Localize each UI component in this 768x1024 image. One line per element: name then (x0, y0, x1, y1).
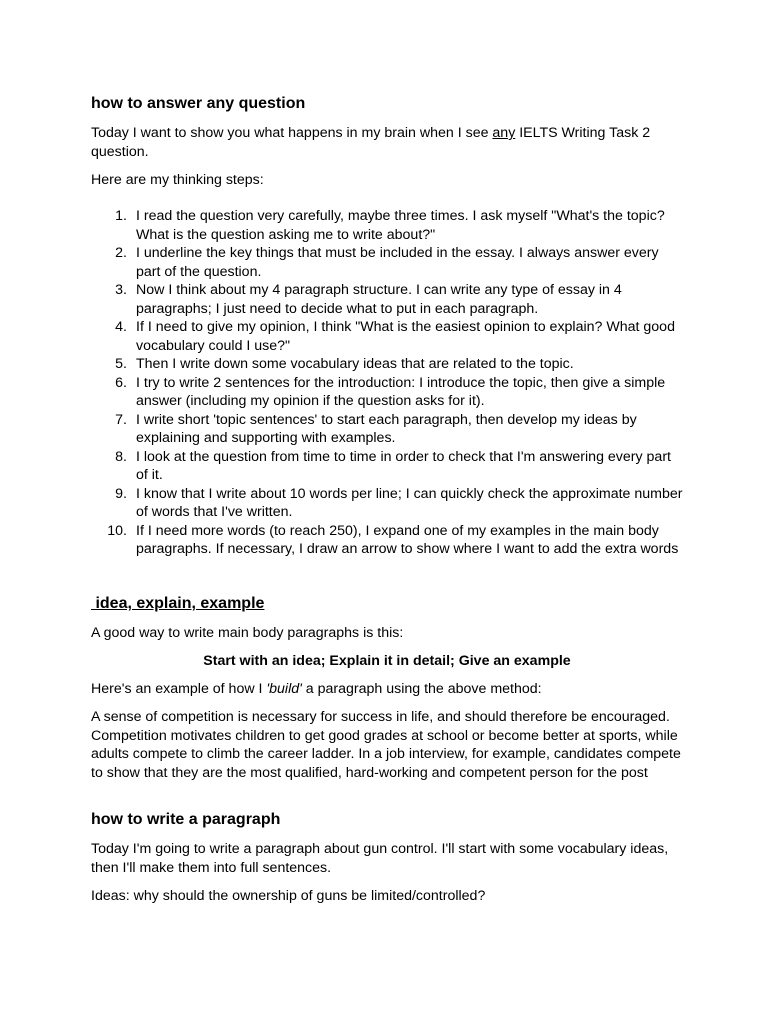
intro-text-after: IELTS Writing Task 2 question. (91, 125, 651, 160)
ideas-line: Ideas: why should the ownership of guns be limited/controlled? (91, 888, 486, 904)
list-item-text: I try to write 2 sentences for the introduction: I introduce the topic, then give a simple answer (including my opinion if the question asks for it). (136, 374, 666, 409)
list-item-number: 3. (115, 282, 127, 298)
list-item-text: If I need more words (to reach 250), I expand one of my examples in the main body paragraphs. If necessary, I draw an arrow to show where I want to add the extra words (136, 522, 679, 557)
list-item-number: 2. (115, 245, 127, 261)
list-item-text: I read the question very carefully, maybe three times. I ask myself "What's the topic? What is the question asking me to write about?" (136, 208, 665, 243)
list-item (91, 374, 683, 411)
method-intro: A good way to write main body paragraphs is this: (91, 625, 404, 641)
list-item-text: I know that I write about 10 words per line; I can quickly check the approximate number of words that I've written. (136, 485, 683, 520)
example-intro-before: Here's an example of how I (91, 681, 267, 697)
list-item (91, 207, 683, 244)
list-item-number: 5. (115, 356, 127, 372)
list-item-number: 1. (115, 208, 127, 224)
section-heading-answer: how to answer any question (91, 95, 306, 112)
list-item-number: 9. (115, 485, 127, 502)
list-item (91, 281, 683, 318)
intro-underlined-word: any (492, 125, 516, 141)
section-heading-write-paragraph: how to write a paragraph (91, 811, 281, 828)
list-item (91, 318, 683, 355)
list-item-text: I underline the key things that must be included in the essay. I always answer every part of the question. (136, 245, 659, 280)
example-intro (91, 680, 683, 699)
list-item (91, 244, 683, 281)
list-item-text: I write short 'topic sentences' to start each paragraph, then develop my ideas by explaining and supporting with examples. (136, 411, 637, 446)
example-intro-italic: 'build' (266, 681, 302, 697)
list-item-number: 7. (115, 411, 127, 428)
steps-intro: Here are my thinking steps: (91, 172, 264, 188)
list-item-number: 10. (107, 522, 127, 539)
list-item (91, 355, 683, 374)
list-item-number: 8. (115, 448, 127, 465)
list-item-text: I look at the question from time to time in order to check that I'm answering every part of it. (136, 448, 671, 483)
list-item (91, 411, 683, 448)
list-item-text: Then I write down some vocabulary ideas that are related to the topic. (136, 356, 574, 372)
thinking-steps-list (91, 207, 683, 559)
list-item (91, 522, 683, 559)
gun-control-intro: Today I'm going to write a paragraph about gun control. I'll start with some vocabulary ideas, then I'll make them into full sentences. (91, 841, 669, 876)
section-heading-idea-explain-example: idea, explain, example (91, 595, 265, 612)
example-intro-after: a paragraph using the above method: (301, 681, 542, 697)
list-item-number: 4. (115, 319, 127, 335)
intro-paragraph (91, 124, 683, 161)
list-item-text: Now I think about my 4 paragraph structure. I can write any type of essay in 4 paragraphs; I just need to decide what to put in each paragraph. (136, 282, 622, 317)
method-statement: Start with an idea; Explain it in detail; Give an example (203, 653, 571, 669)
list-item (91, 485, 683, 522)
intro-text-before: Today I want to show you what happens in my brain when I see (91, 125, 493, 141)
list-item (91, 448, 683, 485)
list-item-text: If I need to give my opinion, I think "What is the easiest opinion to explain? What good vocabulary could I use?" (136, 319, 675, 354)
list-item-number: 6. (115, 374, 127, 391)
example-paragraph: A sense of competition is necessary for success in life, and should therefore be encouraged. Competition motivates children to get good grades at school or become better at sports, while adults compete to climb the career ladder. In a job interview, for example, candidates compete to show that they are the most qualified, hard-working and competent person for the post (91, 709, 681, 781)
